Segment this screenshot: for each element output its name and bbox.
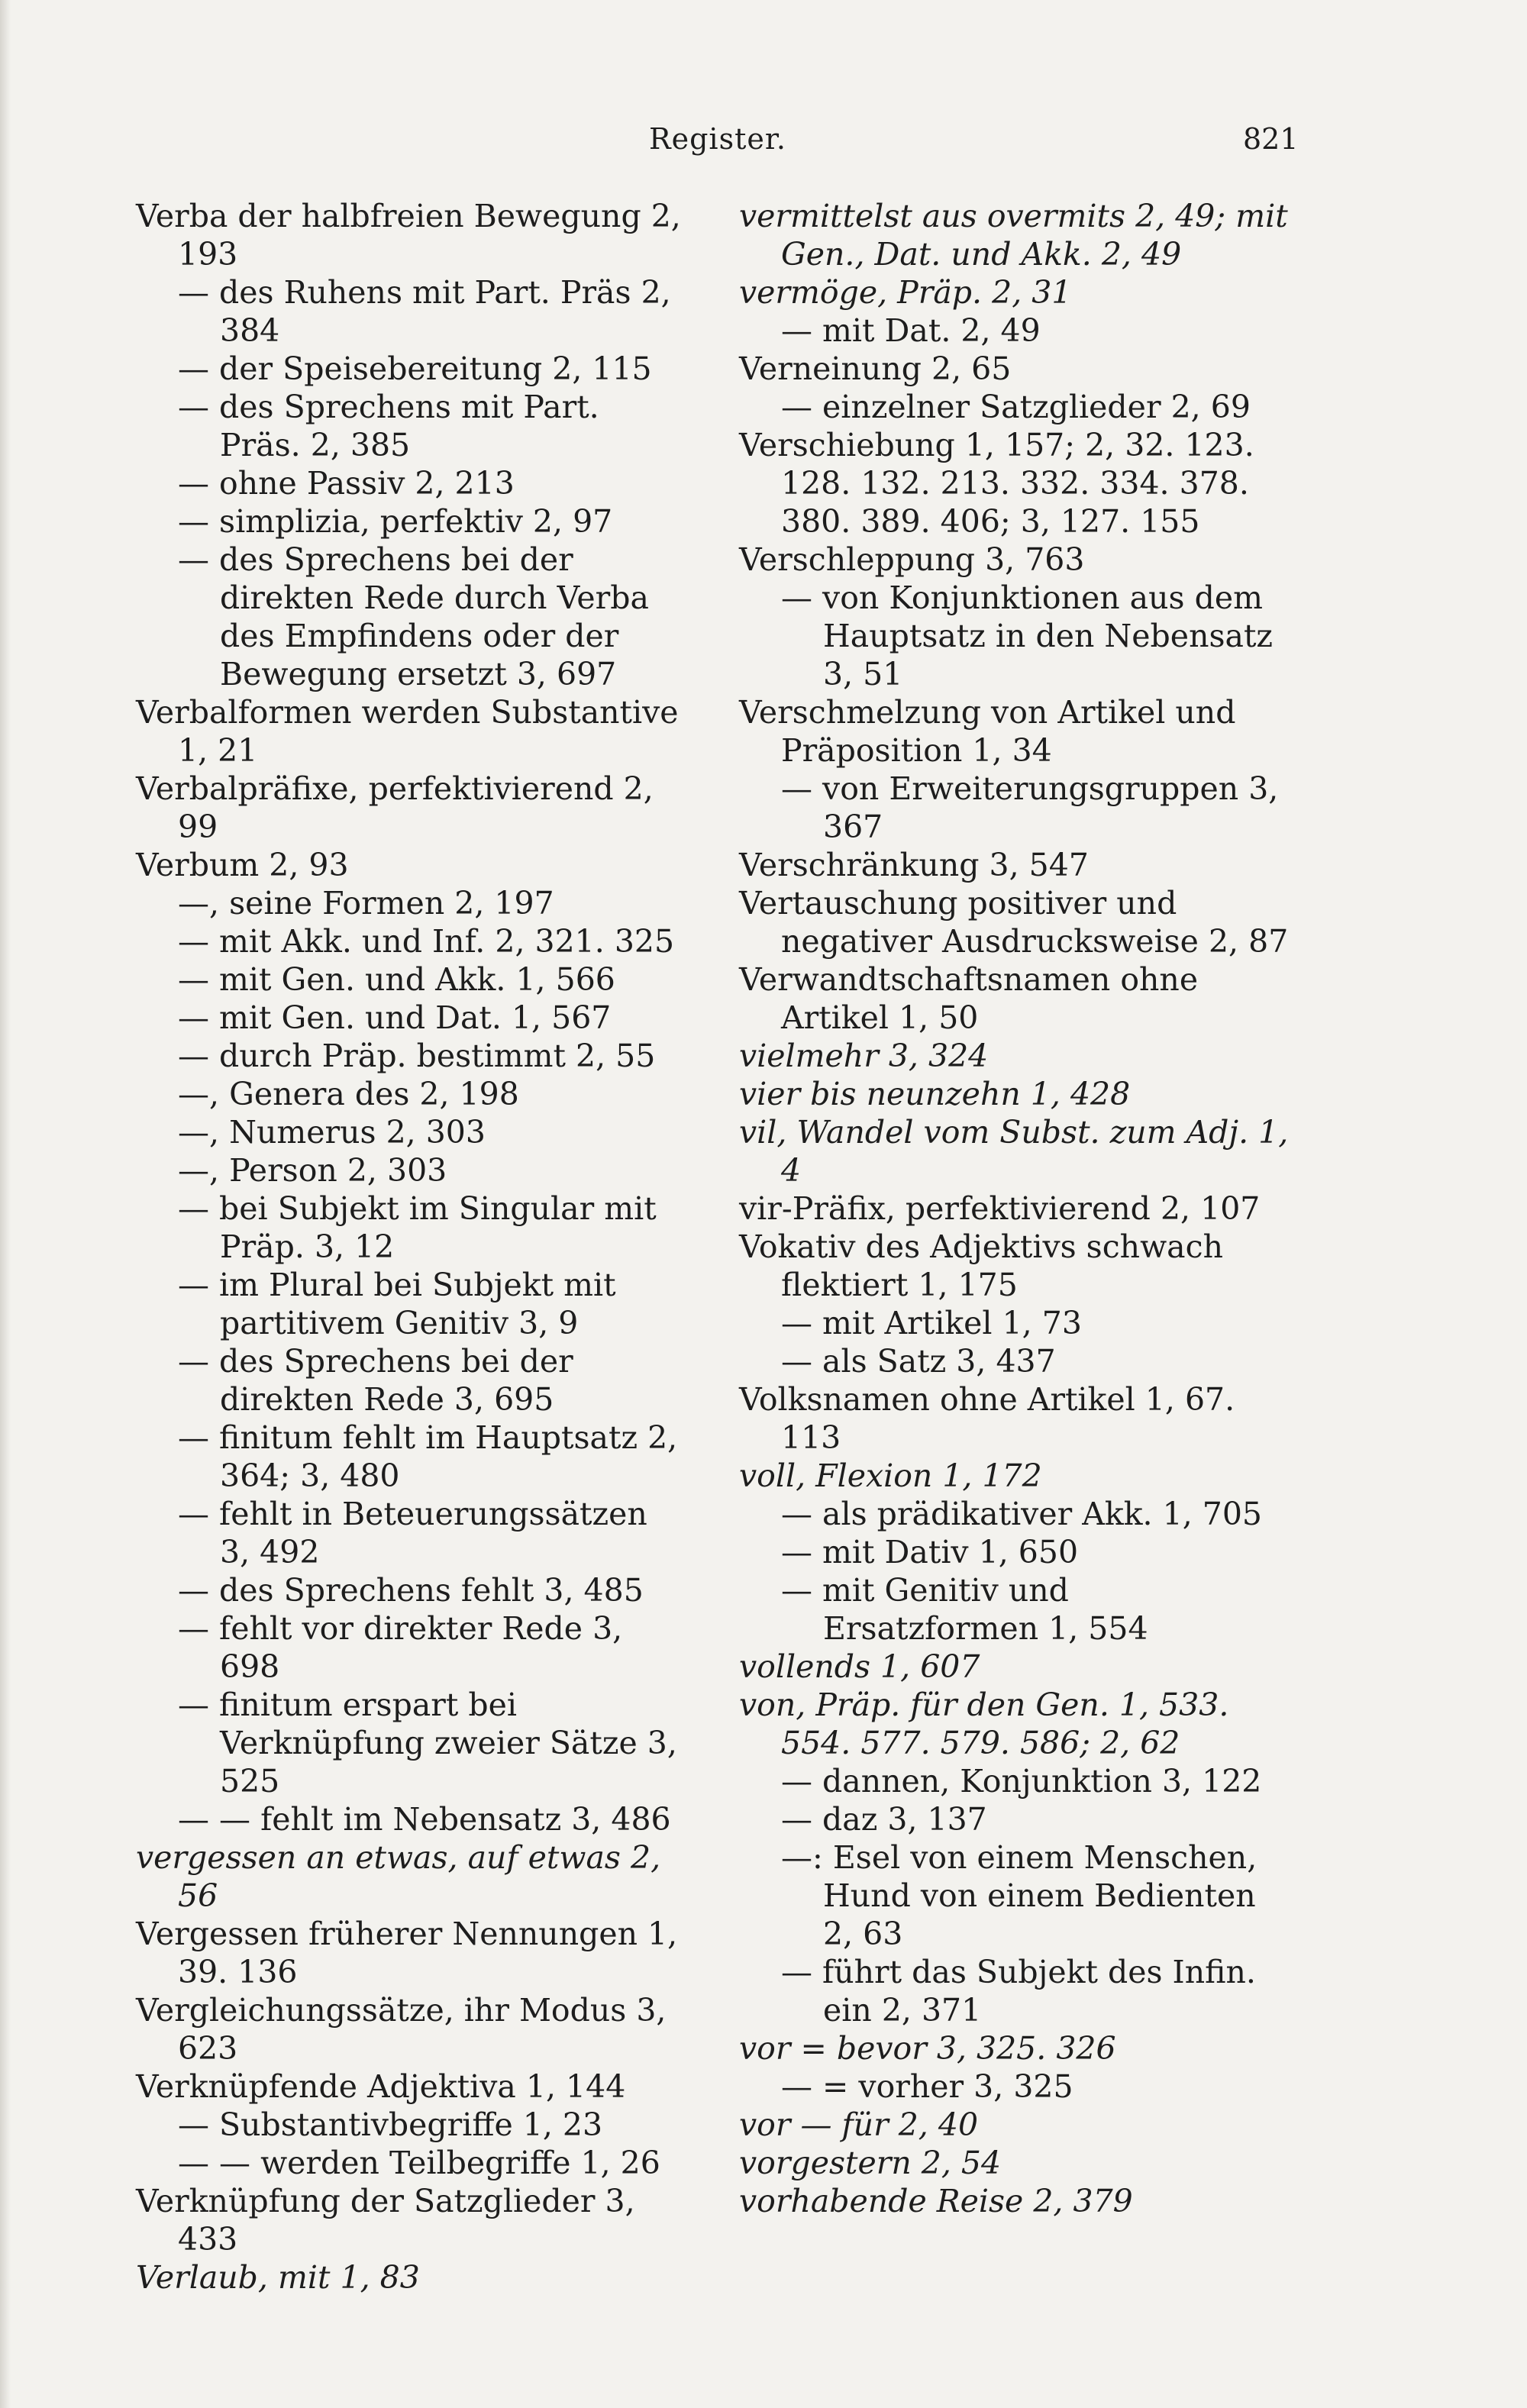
index-entry: — dannen, Konjunktion 3, 122 [781,1763,1262,1800]
index-entry: Verschränkung 3, 547 [739,847,1089,883]
index-entry: — von Konjunktionen aus dem Hauptsatz in den Nebensatz 3, 51 [781,579,1274,692]
index-entry: vielmehr 3, 324 [739,1038,989,1074]
index-entry: Verbalformen werden Substantive 1, 21 [136,694,679,769]
index-entry: — mit Akk. und Inf. 2, 321. 325 [178,923,675,960]
index-entry: vermittelst aus overmits 2, 49; mit Gen., Dat. und Akk. 2, 49 [739,198,1288,273]
index-entry: vor — für 2, 40 [739,2106,979,2143]
index-entry: Verwandtschaftsnamen ohne Artikel 1, 50 [739,961,1199,1036]
index-entry: Vergleichungssätze, ihr Modus 3, 623 [136,1992,667,2067]
index-entry: Verschleppung 3, 763 [739,541,1085,578]
index-entry: vil, Wandel vom Subst. zum Adj. 1, 4 [739,1114,1289,1189]
index-entry: Volksnamen ohne Artikel 1, 67. 113 [739,1381,1235,1456]
index-column-left [136,197,686,2297]
index-entry: vergessen an etwas, auf etwas 2, 56 [136,1839,661,1914]
index-entry: — als Satz 3, 437 [781,1343,1056,1380]
index-entry: — mit Gen. und Dat. 1, 567 [178,999,612,1036]
index-entry: vier bis neunzehn 1, 428 [739,1076,1131,1112]
index-entry: — — werden Teilbegriffe 1, 26 [178,2145,660,2181]
index-entry: — von Erweiterungsgruppen 3, 367 [781,770,1279,845]
index-entry: — führt das Subjekt des Infin. ein 2, 371 [781,1954,1256,2029]
index-entry: vollends 1, 607 [739,1648,980,1685]
index-entry: Verbum 2, 93 [136,847,349,883]
index-entry: —, Person 2, 303 [178,1152,447,1189]
index-entry: —, seine Formen 2, 197 [178,885,554,922]
index-entry: — = vorher 3, 325 [781,2068,1073,2105]
index-entry: — finitum erspart bei Verknüpfung zweier Sätze 3, 525 [178,1687,677,1800]
index-entry: — des Ruhens mit Part. Präs 2, 384 [178,274,671,349]
index-entry: — der Speisebereitung 2, 115 [178,350,652,387]
index-entry: — des Sprechens mit Part. Präs. 2, 385 [178,389,599,463]
index-entry: voll, Flexion 1, 172 [739,1457,1042,1494]
index-entry: —: Esel von einem Menschen, Hund von einem Bedienten 2, 63 [781,1839,1257,1952]
index-entry: — des Sprechens bei der direkten Rede 3, 695 [178,1343,573,1418]
index-entry: vor = bevor 3, 325. 326 [739,2030,1116,2067]
index-entry: — des Sprechens fehlt 3, 485 [178,1572,644,1609]
index-entry: — einzelner Satzglieder 2, 69 [781,389,1251,425]
index-entry: — bei Subjekt im Singular mit Präp. 3, 12 [178,1190,657,1265]
page-edge-shadow [0,0,11,2408]
index-entry: Verknüpfung der Satzglieder 3, 433 [136,2183,635,2258]
index-entry: — daz 3, 137 [781,1801,987,1838]
index-entry: — simplizia, perfektiv 2, 97 [178,503,613,540]
index-entry: — im Plural bei Subjekt mit partitivem Genitiv 3, 9 [178,1267,616,1341]
index-entry: — als prädikativer Akk. 1, 705 [781,1496,1263,1532]
index-entry: — fehlt vor direkter Rede 3, 698 [178,1610,623,1685]
running-head: Register. [649,122,786,156]
index-entry: Verknüpfende Adjektiva 1, 144 [136,2068,626,2105]
index-entry: Verba der halbfreien Bewegung 2, 193 [136,198,681,273]
index-entry: — Substantivbegriffe 1, 23 [178,2106,603,2143]
index-entry: Vokativ des Adjektivs schwach flektiert 1, 175 [739,1228,1223,1303]
index-entry: — durch Präp. bestimmt 2, 55 [178,1038,656,1074]
index-entry: — — fehlt im Nebensatz 3, 486 [178,1801,671,1838]
index-entry: Verbalpräfixe, perfektivierend 2, 99 [136,770,654,845]
index-entry: von, Präp. für den Gen. 1, 533. 554. 577. 579. 586; 2, 62 [739,1687,1229,1761]
index-entry: — ohne Passiv 2, 213 [178,465,515,502]
index-entry: vorgestern 2, 54 [739,2145,1002,2181]
index-column-right [739,197,1289,2220]
page-header [0,122,1527,168]
index-entry: — mit Gen. und Akk. 1, 566 [178,961,615,998]
index-entry: — mit Artikel 1, 73 [781,1305,1082,1341]
index-entry: —, Genera des 2, 198 [178,1076,519,1112]
index-entry: — fehlt in Beteuerungssätzen 3, 492 [178,1496,647,1570]
index-entry: vorhabende Reise 2, 379 [739,2183,1133,2219]
page-number: 821 [1243,122,1299,156]
index-entry: —, Numerus 2, 303 [178,1114,486,1151]
index-entry: — mit Dativ 1, 650 [781,1534,1079,1570]
index-entry: — mit Dat. 2, 49 [781,312,1041,349]
index-entry: vermöge, Präp. 2, 31 [739,274,1072,311]
index-entry: Verschiebung 1, 157; 2, 32. 123. 128. 132. 213. 332. 334. 378. 380. 389. 406; 3, 127. 155 [739,427,1254,540]
index-entry: — finitum fehlt im Hauptsatz 2, 364; 3, 480 [178,1419,678,1494]
index-entry: vir-Präfix, perfektivierend 2, 107 [739,1190,1261,1227]
index-entry: Verschmelzung von Artikel und Präposition 1, 34 [739,694,1236,769]
index-entry: — des Sprechens bei der direkten Rede durch Verba des Empfindens oder der Bewegung ersetzt 3, 697 [178,541,649,692]
index-entry: Verneinung 2, 65 [739,350,1012,387]
index-entry: Vertauschung positiver und negativer Ausdrucksweise 2, 87 [739,885,1289,960]
index-entry: Vergessen früherer Nennungen 1, 39. 136 [136,1916,678,1990]
index-entry: — mit Genitiv und Ersatzformen 1, 554 [781,1572,1148,1647]
index-entry: Verlaub, mit 1, 83 [136,2259,420,2296]
